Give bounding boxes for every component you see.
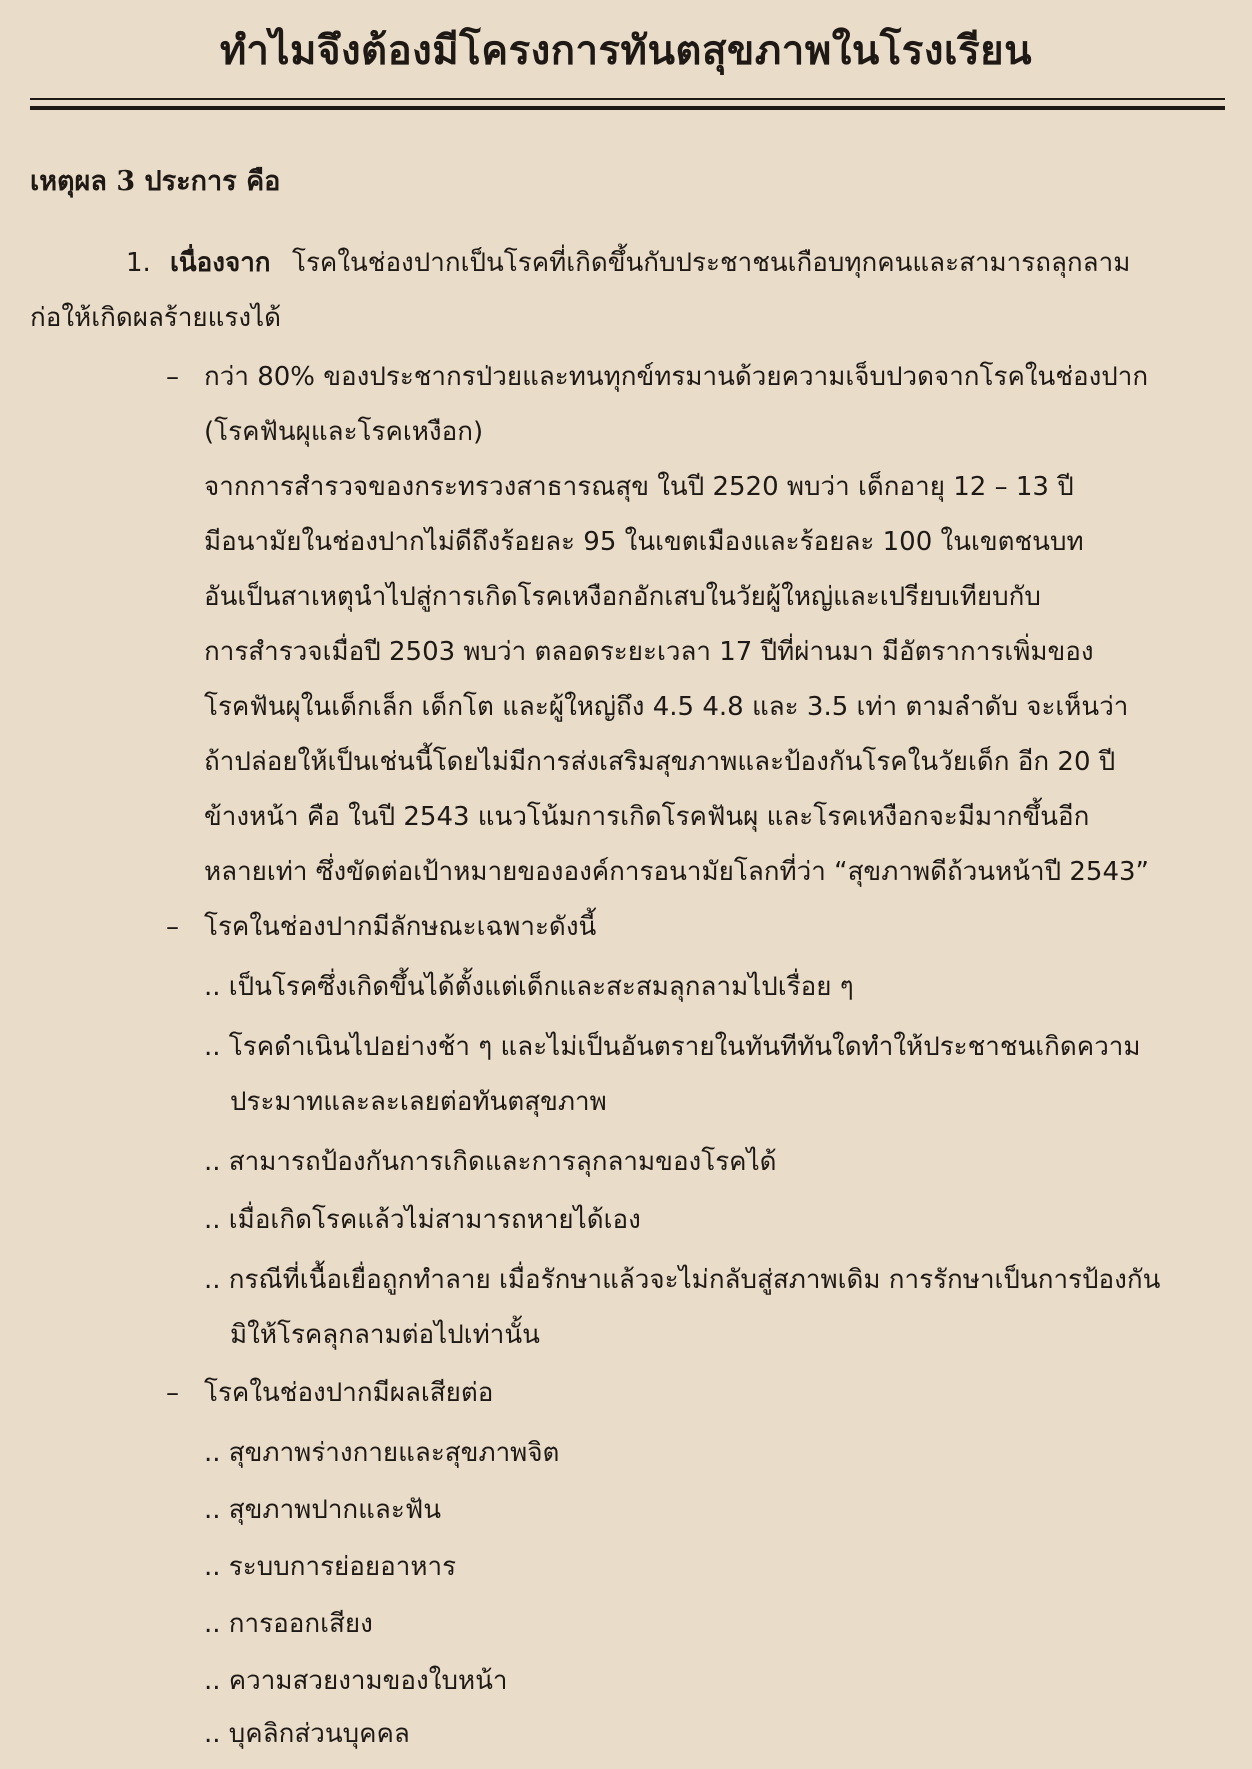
point-1-line-1: กว่า 80% ของประชากรป่วยและทนทุกข์ทรมานด้วยความเจ็บปวดจากโรคในช่องปาก	[204, 362, 1149, 392]
reason-1-continuation: ก่อให้เกิดผลร้ายแรงได้	[30, 303, 282, 333]
reason-1-lead: เนื่องจาก	[170, 248, 271, 278]
point-3-item: .. บุคลิกส่วนบุคคล	[204, 1719, 410, 1749]
point-2-item: .. กรณีที่เนื้อเยื่อถูกทำลาย เมื่อรักษาแล้วจะไม่กลับสู่สภาพเดิม การรักษาเป็นการป้องกัน	[204, 1265, 1161, 1295]
point-2-item: .. โรคดำเนินไปอย่างช้า ๆ และไม่เป็นอันตรายในทันทีทันใดทำให้ประชาชนเกิดความ	[204, 1032, 1141, 1062]
dash-bullet-3: –	[166, 1378, 179, 1408]
point-3-item: .. สุขภาพร่างกายและสุขภาพจิต	[204, 1438, 560, 1468]
title-rule-thin	[30, 98, 1225, 100]
point-2-item: .. เมื่อเกิดโรคแล้วไม่สามารถหายได้เอง	[204, 1205, 641, 1235]
dash-bullet-1: –	[166, 362, 179, 392]
point-1-para-line: การสำรวจเมื่อปี 2503 พบว่า ตลอดระยะเวลา 17 ปีที่ผ่านมา มีอัตราการเพิ่มของ	[204, 637, 1094, 667]
point-3-item: .. ระบบการย่อยอาหาร	[204, 1552, 457, 1582]
reason-1-text: โรคในช่องปากเป็นโรคที่เกิดขึ้นกับประชาชนเกือบทุกคนและสามารถลุกลาม	[292, 248, 1131, 278]
dash-bullet-2: –	[166, 912, 179, 942]
point-1-para-line: ถ้าปล่อยให้เป็นเช่นนี้โดยไม่มีการส่งเสริมสุขภาพและป้องกันโรคในวัยเด็ก อีก 20 ปี	[204, 747, 1116, 777]
point-3-heading: โรคในช่องปากมีผลเสียต่อ	[204, 1378, 494, 1408]
page-title: ทำไมจึงต้องมีโครงการทันตสุขภาพในโรงเรียน	[219, 27, 1033, 74]
point-2-item-continuation: มิให้โรคลุกลามต่อไปเท่านั้น	[230, 1320, 540, 1350]
reason-1-number: 1.	[126, 248, 151, 278]
point-1-para-line: จากการสำรวจของกระทรวงสาธารณสุข ในปี 2520 พบว่า เด็กอายุ 12 – 13 ปี	[204, 472, 1074, 502]
point-2-item-continuation: ประมาทและละเลยต่อทันตสุขภาพ	[230, 1087, 607, 1117]
section-heading: เหตุผล 3 ประการ คือ	[30, 166, 281, 197]
point-3-item: .. ความสวยงามของใบหน้า	[204, 1666, 508, 1696]
point-2-heading: โรคในช่องปากมีลักษณะเฉพาะดังนี้	[204, 912, 597, 942]
point-1-para-line: โรคฟันผุในเด็กเล็ก เด็กโต และผู้ใหญ่ถึง 4.5 4.8 และ 3.5 เท่า ตามลำดับ จะเห็นว่า	[204, 692, 1129, 722]
point-3-item: .. สุขภาพปากและฟัน	[204, 1495, 441, 1525]
point-2-item: .. สามารถป้องกันการเกิดและการลุกลามของโรคได้	[204, 1147, 777, 1177]
point-1-para-line: หลายเท่า ซึ่งขัดต่อเป้าหมายขององค์การอนามัยโลกที่ว่า “สุขภาพดีถ้วนหน้าปี 2543”	[204, 857, 1150, 887]
point-1-para-line: อันเป็นสาเหตุนำไปสู่การเกิดโรคเหงือกอักเสบในวัยผู้ใหญ่และเปรียบเทียบกับ	[204, 582, 1041, 612]
point-3-item: .. การออกเสียง	[204, 1609, 373, 1639]
point-1-para-line: มีอนามัยในช่องปากไม่ดีถึงร้อยละ 95 ในเขตเมืองและร้อยละ 100 ในเขตชนบท	[204, 527, 1084, 557]
point-1-para-line: ข้างหน้า คือ ในปี 2543 แนวโน้มการเกิดโรคฟันผุ และโรคเหงือกจะมีมากขึ้นอีก	[204, 802, 1090, 832]
point-2-item: .. เป็นโรคซึ่งเกิดขึ้นได้ตั้งแต่เด็กและสะสมลุกลามไปเรื่อย ๆ	[204, 972, 854, 1002]
point-1-line-2: (โรคฟันผุและโรคเหงือก)	[204, 417, 484, 447]
title-rule-thick	[30, 106, 1225, 110]
